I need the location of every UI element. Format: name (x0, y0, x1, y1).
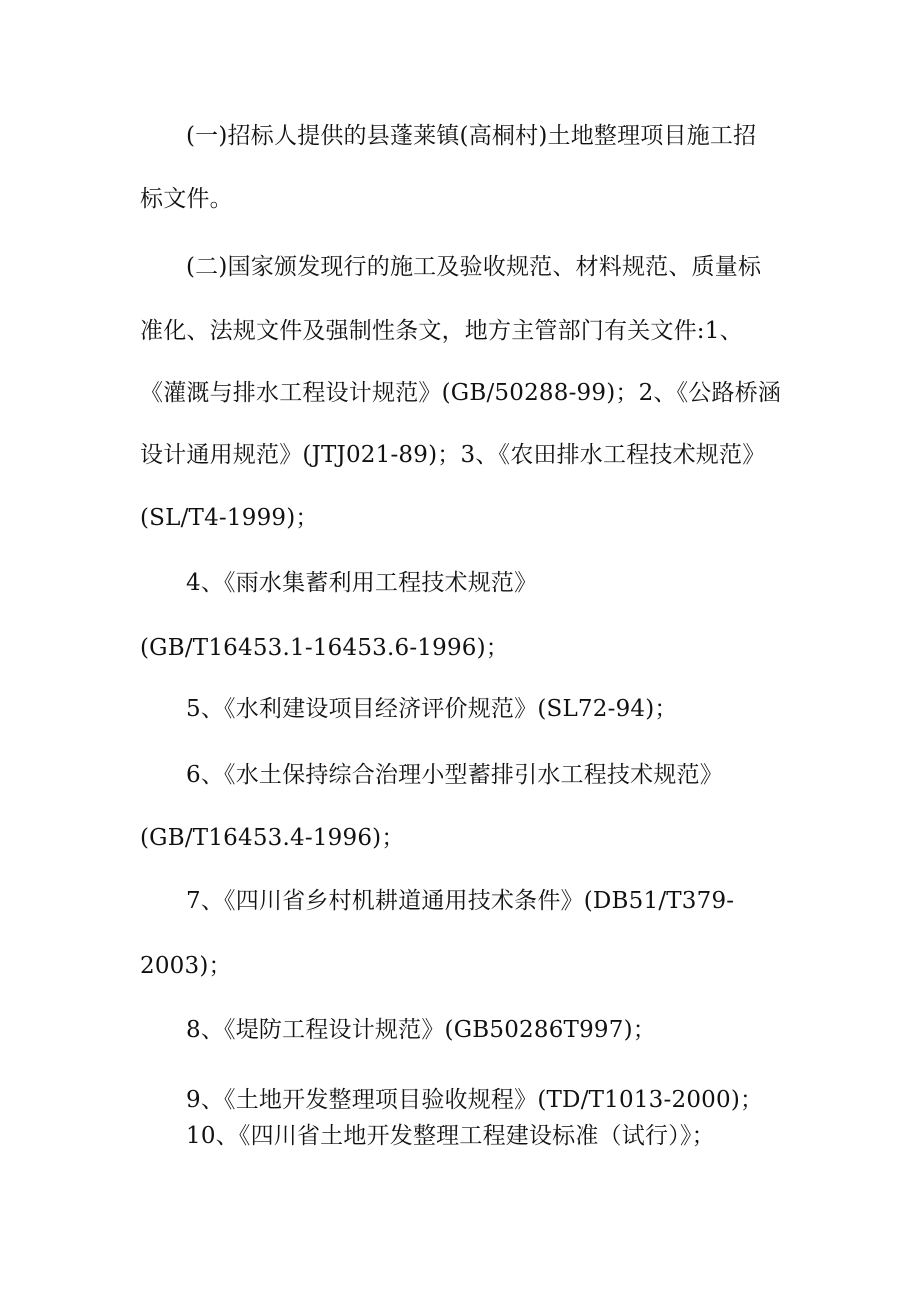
paragraph-2-line-1: (二)国家颁发现行的施工及验收规范、材料规范、质量标 (186, 254, 762, 280)
item-6-code: (GB/T16453.4-1996)； (140, 825, 405, 851)
item-5: 5、《水利建设项目经济评价规范》(SL72-94)； (186, 696, 678, 722)
item-4-title: 4、《雨水集蓄利用工程技术规范》 (186, 570, 538, 596)
item-7-code: 2003)； (140, 953, 232, 979)
paragraph-2-line-3: 《灌溉与排水工程设计规范》(GB/50288-99)；2、《公路桥涵 (140, 380, 782, 406)
paragraph-1-line-2: 标文件。 (140, 186, 233, 212)
paragraph-1-line-1: (一)招标人提供的县蓬莱镇(高桐村)土地整理项目施工招 (186, 123, 757, 149)
item-8: 8、《堤防工程设计规范》(GB50286T997)； (186, 1017, 656, 1043)
item-6-title: 6、《水土保持综合治理小型蓄排引水工程技术规范》 (186, 762, 723, 788)
paragraph-2-line-5: (SL/T4-1999)； (140, 505, 319, 531)
item-10: 10、《四川省土地开发整理工程建设标准（试行）》； (186, 1123, 715, 1149)
item-9: 9、《土地开发整理项目验收规程》(TD/T1013-2000)； (186, 1087, 764, 1113)
paragraph-2-line-2: 准化、法规文件及强制性条文，地方主管部门有关文件:1、 (140, 318, 743, 344)
item-7-title: 7、《四川省乡村机耕道通用技术条件》(DB51/T379- (186, 888, 735, 914)
item-4-code: (GB/T16453.1-16453.6-1996)； (140, 635, 510, 661)
paragraph-2-line-4: 设计通用规范》(JTJ021-89)；3、《农田排水工程技术规范》 (140, 442, 766, 468)
